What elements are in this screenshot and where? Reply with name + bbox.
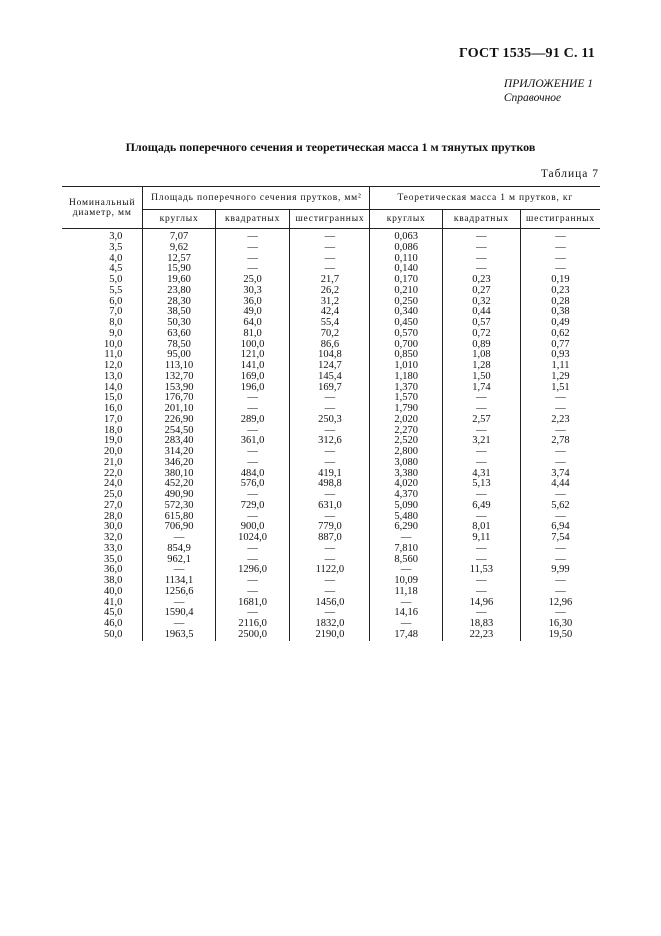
cell-area-round: 7,07	[143, 229, 215, 243]
cell-area-round: 176,70	[143, 393, 215, 404]
cell-mass-round: 0,140	[370, 264, 442, 275]
cell-mass-round: 5,480	[370, 512, 442, 523]
cell-diameter: 19,0	[104, 435, 123, 447]
cell-mass-hex: 0,23	[520, 286, 600, 297]
cell-area-round: 854,9	[143, 544, 215, 555]
cell-diameter: 35,0	[104, 553, 123, 565]
cell-area-square: 361,0	[215, 436, 290, 447]
cell-area-square: —	[215, 587, 290, 598]
cell-mass-hex: 3,74	[520, 469, 600, 480]
cell-mass-square: 6,49	[442, 501, 520, 512]
cell-area-hex: 104,8	[290, 350, 370, 361]
appendix-block	[504, 77, 593, 105]
appendix-kind: Справочное	[503, 92, 562, 104]
cell-mass-round: 1,010	[370, 361, 442, 372]
cell-mass-square: —	[442, 229, 520, 243]
cell-mass-round: 7,810	[370, 544, 442, 555]
cell-area-round: 19,60	[143, 275, 215, 286]
cell-area-round: 50,30	[143, 318, 215, 329]
cell-area-square: —	[215, 458, 290, 469]
cell-area-round: 12,57	[143, 254, 215, 265]
cell-area-hex: 55,4	[290, 318, 370, 329]
document-reference: ГОСТ 1535—91 С. 11	[458, 46, 595, 61]
cell-diameter: 10,0	[104, 338, 123, 350]
cell-mass-round: —	[370, 598, 442, 609]
cell-area-hex: 312,6	[290, 436, 370, 447]
cell-mass-round: 14,16	[370, 608, 442, 619]
cell-area-round: 113,10	[143, 361, 215, 372]
table-body	[62, 229, 600, 641]
cell-mass-square: —	[442, 576, 520, 587]
cell-area-hex: 31,2	[290, 297, 370, 308]
table-row	[62, 415, 600, 426]
cell-area-square: —	[215, 555, 290, 566]
cell-mass-hex: —	[520, 576, 600, 587]
cell-diameter: 33,0	[104, 542, 123, 554]
cell-mass-hex: —	[520, 608, 600, 619]
cell-diameter: 45,0	[104, 607, 123, 619]
table-row	[62, 458, 600, 469]
cell-mass-hex: —	[520, 254, 600, 265]
cell-diameter: 38,0	[104, 575, 123, 586]
table-row	[62, 243, 600, 254]
cell-mass-hex: 0,49	[520, 318, 600, 329]
cell-mass-hex: —	[520, 229, 600, 243]
cell-area-round: 615,80	[143, 512, 215, 523]
cell-area-square: 36,0	[215, 297, 290, 308]
cell-mass-hex: 5,62	[520, 501, 600, 512]
cell-area-square: 289,0	[215, 415, 290, 426]
cell-mass-hex: —	[520, 512, 600, 523]
cell-mass-hex: 2,23	[520, 415, 600, 426]
cell-area-square: 2500,0	[215, 630, 290, 641]
cell-area-square: 64,0	[215, 318, 290, 329]
cell-area-square: —	[215, 544, 290, 555]
header-area-hex: шестигранных	[290, 210, 370, 229]
cell-mass-square: —	[442, 404, 520, 415]
cell-mass-square: 2,57	[442, 415, 520, 426]
cell-area-square: 196,0	[215, 383, 290, 394]
cell-mass-round: —	[370, 619, 442, 630]
cell-mass-hex: 0,93	[520, 350, 600, 361]
cell-diameter: 30,0	[104, 521, 123, 533]
cell-mass-round: 0,110	[370, 254, 442, 265]
cell-mass-round: 1,180	[370, 372, 442, 383]
cell-area-round: 452,20	[143, 479, 215, 490]
cell-mass-round: 0,170	[370, 275, 442, 286]
cell-area-round: 38,50	[143, 307, 215, 318]
header-mass-group: Теоретическая масса 1 м прутков, кг	[370, 187, 600, 210]
cell-diameter: 13,0	[104, 370, 123, 382]
cell-area-hex: —	[290, 426, 370, 437]
cell-area-round: 95,00	[143, 350, 215, 361]
cell-area-square: —	[215, 254, 290, 265]
cell-mass-square: —	[442, 393, 520, 404]
cell-diameter: 28,0	[104, 510, 123, 522]
cell-mass-hex: —	[520, 555, 600, 566]
cell-mass-hex: 2,78	[520, 436, 600, 447]
header-area-round: круглых	[143, 210, 215, 229]
cell-area-round: 962,1	[143, 555, 215, 566]
cell-mass-hex: 0,38	[520, 307, 600, 318]
cell-mass-square: 0,57	[442, 318, 520, 329]
cell-mass-hex: —	[520, 447, 600, 458]
cell-area-hex: 124,7	[290, 361, 370, 372]
cell-area-round: 490,90	[143, 490, 215, 501]
cell-mass-hex: 9,99	[520, 565, 600, 576]
cell-mass-round: 17,48	[370, 630, 442, 641]
cell-area-round: 15,90	[143, 264, 215, 275]
cell-diameter: 50,0	[104, 628, 123, 640]
cell-diameter: 9,0	[109, 327, 123, 339]
cell-area-square: 900,0	[215, 522, 290, 533]
cell-area-square: 169,0	[215, 372, 290, 383]
cell-mass-round: 5,090	[370, 501, 442, 512]
cell-diameter: 15,0	[104, 392, 123, 404]
header-mass-square: квадратных	[442, 210, 520, 229]
cell-mass-round: 0,210	[370, 286, 442, 297]
cell-area-square: 576,0	[215, 479, 290, 490]
table-title: Площадь поперечного сечения и теоретическая масса 1 м тянутых прутков	[125, 140, 536, 154]
cell-diameter: 6,0	[109, 295, 123, 307]
cell-area-round: —	[143, 533, 215, 544]
cell-diameter: 27,0	[104, 499, 123, 511]
cell-diameter: 8,0	[109, 317, 123, 328]
cell-area-round: 254,50	[143, 426, 215, 437]
cell-mass-round: 0,340	[370, 307, 442, 318]
cell-diameter: 20,0	[104, 446, 123, 457]
cell-area-round: 153,90	[143, 383, 215, 394]
header-mass-hex: шестигранных	[520, 210, 600, 229]
cell-area-hex: 498,8	[290, 479, 370, 490]
cell-area-square: 1296,0	[215, 565, 290, 576]
cell-diameter: 18,0	[104, 424, 123, 436]
cell-mass-round: 1,570	[370, 393, 442, 404]
cell-area-hex: —	[290, 254, 370, 265]
cell-mass-square: 9,11	[442, 533, 520, 544]
cell-mass-hex: 0,19	[520, 275, 600, 286]
cell-mass-round: 0,570	[370, 329, 442, 340]
table-row	[62, 329, 600, 340]
cell-mass-round: 3,380	[370, 469, 442, 480]
cell-area-square: —	[215, 243, 290, 254]
cell-area-square: —	[215, 608, 290, 619]
cell-mass-square: 1,08	[442, 350, 520, 361]
cell-area-square: 25,0	[215, 275, 290, 286]
appendix-label: ПРИЛОЖЕНИЕ 1	[503, 78, 593, 90]
cell-mass-square: 8,01	[442, 522, 520, 533]
cell-mass-round: 0,850	[370, 350, 442, 361]
cell-mass-hex: 7,54	[520, 533, 600, 544]
header-area-square: квадратных	[215, 210, 290, 229]
cell-mass-round: 8,560	[370, 555, 442, 566]
cell-diameter: 40,0	[104, 585, 123, 597]
cell-mass-hex: 0,28	[520, 297, 600, 308]
cell-area-square: 2116,0	[215, 619, 290, 630]
cell-diameter: 11,0	[104, 349, 123, 361]
cell-mass-square: 5,13	[442, 479, 520, 490]
cell-area-square: —	[215, 229, 290, 243]
cell-mass-square: —	[442, 608, 520, 619]
cell-area-hex: 70,2	[290, 329, 370, 340]
cell-mass-round: 2,020	[370, 415, 442, 426]
cell-mass-hex: —	[520, 544, 600, 555]
cell-area-round: 706,90	[143, 522, 215, 533]
cell-diameter: 25,0	[104, 489, 123, 500]
cell-area-hex: —	[290, 576, 370, 587]
cell-diameter: 16,0	[104, 403, 123, 414]
cell-area-square: —	[215, 576, 290, 587]
cell-mass-square: 14,96	[442, 598, 520, 609]
cell-mass-round: 0,250	[370, 297, 442, 308]
cell-mass-hex: 1,29	[520, 372, 600, 383]
cell-mass-square: 0,89	[442, 340, 520, 351]
cell-area-hex: 779,0	[290, 522, 370, 533]
cell-area-round: 346,20	[143, 458, 215, 469]
cell-mass-round: 1,790	[370, 404, 442, 415]
cell-mass-square: —	[442, 490, 520, 501]
cell-mass-hex: 0,62	[520, 329, 600, 340]
cell-mass-hex: 6,94	[520, 522, 600, 533]
cell-area-hex: —	[290, 243, 370, 254]
cell-area-round: 380,10	[143, 469, 215, 480]
cell-diameter: 36,0	[104, 564, 123, 576]
header-area-group: Площадь поперечного сечения прутков, мм²	[143, 187, 370, 210]
cell-diameter: 32,0	[104, 532, 123, 543]
cell-area-hex: —	[290, 393, 370, 404]
cell-mass-square: 11,53	[442, 565, 520, 576]
cell-area-round: 1590,4	[143, 608, 215, 619]
cell-mass-square: —	[442, 254, 520, 265]
cell-mass-square: 0,72	[442, 329, 520, 340]
cell-mass-hex: —	[520, 264, 600, 275]
cell-area-hex: —	[290, 555, 370, 566]
cell-area-hex: —	[290, 490, 370, 501]
cell-mass-square: 22,23	[442, 630, 520, 641]
cell-area-square: 484,0	[215, 469, 290, 480]
cell-area-hex: —	[290, 404, 370, 415]
cell-diameter: 3,0	[109, 231, 123, 242]
cell-area-hex: 21,7	[290, 275, 370, 286]
cell-area-hex: —	[290, 264, 370, 275]
cell-mass-square: 4,31	[442, 469, 520, 480]
cell-diameter: 5,5	[109, 284, 123, 296]
cell-mass-hex: 19,50	[520, 630, 600, 641]
cell-area-hex: —	[290, 544, 370, 555]
cell-area-hex: 631,0	[290, 501, 370, 512]
cell-area-round: 23,80	[143, 286, 215, 297]
cell-mass-square: —	[442, 243, 520, 254]
cell-area-hex: 86,6	[290, 340, 370, 351]
cell-area-square: —	[215, 264, 290, 275]
cell-mass-round: —	[370, 565, 442, 576]
cell-area-square: 100,0	[215, 340, 290, 351]
cell-mass-hex: 0,77	[520, 340, 600, 351]
cell-area-hex: 1456,0	[290, 598, 370, 609]
cell-area-hex: —	[290, 608, 370, 619]
cell-diameter: 3,5	[109, 241, 123, 253]
cell-area-square: —	[215, 447, 290, 458]
cell-area-hex: 250,3	[290, 415, 370, 426]
cell-area-hex: —	[290, 587, 370, 598]
cell-area-round: 283,40	[143, 436, 215, 447]
cell-mass-round: 2,520	[370, 436, 442, 447]
cell-area-hex: 145,4	[290, 372, 370, 383]
cell-mass-square: 0,32	[442, 297, 520, 308]
cell-mass-round: 3,080	[370, 458, 442, 469]
cell-area-hex: 1122,0	[290, 565, 370, 576]
cell-area-round: 9,62	[143, 243, 215, 254]
table-row	[62, 630, 600, 641]
cell-diameter: 12,0	[104, 360, 123, 371]
cell-area-round: 314,20	[143, 447, 215, 458]
cell-mass-round: 0,063	[370, 229, 442, 243]
cell-area-round: 572,30	[143, 501, 215, 512]
cell-mass-round: 6,290	[370, 522, 442, 533]
cell-area-round: 1963,5	[143, 630, 215, 641]
cell-area-hex: —	[290, 458, 370, 469]
cell-mass-round: 4,370	[370, 490, 442, 501]
cell-mass-round: 0,700	[370, 340, 442, 351]
cell-area-hex: —	[290, 447, 370, 458]
cell-mass-square: 1,50	[442, 372, 520, 383]
cell-mass-hex: —	[520, 404, 600, 415]
cell-mass-square: 0,27	[442, 286, 520, 297]
cell-area-hex: 169,7	[290, 383, 370, 394]
cell-mass-square: —	[442, 544, 520, 555]
cell-diameter: 41,0	[104, 596, 123, 608]
cell-area-round: 132,70	[143, 372, 215, 383]
cell-area-square: 49,0	[215, 307, 290, 318]
cell-diameter: 4,5	[109, 263, 123, 275]
cell-area-square: —	[215, 426, 290, 437]
cell-diameter: 46,0	[104, 618, 123, 629]
cell-area-square: —	[215, 404, 290, 415]
cell-mass-round: —	[370, 533, 442, 544]
cell-diameter: 5,0	[109, 274, 123, 285]
cell-mass-round: 10,09	[370, 576, 442, 587]
cell-diameter: 7,0	[109, 306, 123, 318]
cell-area-round: 201,10	[143, 404, 215, 415]
cell-mass-square: —	[442, 458, 520, 469]
cell-area-square: 141,0	[215, 361, 290, 372]
cell-mass-square: 18,83	[442, 619, 520, 630]
cell-area-square: 81,0	[215, 329, 290, 340]
header-diameter: Номинальный диаметр, мм	[62, 187, 143, 229]
cell-area-square: 729,0	[215, 501, 290, 512]
cell-mass-hex: —	[520, 458, 600, 469]
cell-mass-hex: —	[520, 490, 600, 501]
cell-area-hex: —	[290, 512, 370, 523]
cell-area-square: —	[215, 512, 290, 523]
cell-diameter: 21,0	[104, 456, 123, 468]
cell-area-round: 1256,6	[143, 587, 215, 598]
table-row	[62, 501, 600, 512]
cell-area-round: 1134,1	[143, 576, 215, 587]
cell-mass-hex: 1,11	[520, 361, 600, 372]
cell-area-round: 63,60	[143, 329, 215, 340]
header-mass-round: круглых	[370, 210, 442, 229]
cell-area-hex: 42,4	[290, 307, 370, 318]
cell-area-hex: 887,0	[290, 533, 370, 544]
cell-area-square: 1681,0	[215, 598, 290, 609]
cell-diameter: 17,0	[104, 413, 123, 425]
table-number: Таблица 7	[540, 168, 599, 180]
cell-area-round: 28,30	[143, 297, 215, 308]
cell-mass-round: 2,800	[370, 447, 442, 458]
cell-mass-square: 1,28	[442, 361, 520, 372]
table-row	[62, 229, 600, 243]
cell-area-square: 30,3	[215, 286, 290, 297]
data-table	[62, 186, 600, 641]
cell-area-round: 78,50	[143, 340, 215, 351]
cell-mass-hex: 4,44	[520, 479, 600, 490]
cell-area-hex: 419,1	[290, 469, 370, 480]
cell-mass-hex: —	[520, 243, 600, 254]
cell-mass-square: 3,21	[442, 436, 520, 447]
cell-area-hex: —	[290, 229, 370, 243]
cell-mass-round: 0,086	[370, 243, 442, 254]
cell-mass-hex: —	[520, 426, 600, 437]
cell-mass-square: 0,44	[442, 307, 520, 318]
table-row	[62, 372, 600, 383]
cell-area-round: —	[143, 565, 215, 576]
cell-mass-round: 1,370	[370, 383, 442, 394]
cell-diameter: 24,0	[104, 478, 123, 490]
cell-diameter: 4,0	[109, 252, 123, 264]
cell-mass-square: —	[442, 587, 520, 598]
cell-mass-square: 0,23	[442, 275, 520, 286]
cell-area-hex: 26,2	[290, 286, 370, 297]
cell-area-square: —	[215, 393, 290, 404]
cell-mass-square: —	[442, 447, 520, 458]
cell-mass-hex: 12,96	[520, 598, 600, 609]
cell-mass-square: —	[442, 426, 520, 437]
cell-area-hex: 1832,0	[290, 619, 370, 630]
cell-mass-square: 1,74	[442, 383, 520, 394]
cell-mass-square: —	[442, 555, 520, 566]
cell-area-hex: 2190,0	[290, 630, 370, 641]
cell-area-square: 1024,0	[215, 533, 290, 544]
table-row	[62, 544, 600, 555]
cell-diameter: 14,0	[104, 381, 123, 393]
cell-area-round: 226,90	[143, 415, 215, 426]
table-row	[62, 286, 600, 297]
cell-mass-hex: —	[520, 587, 600, 598]
cell-mass-square: —	[442, 512, 520, 523]
cell-mass-round: 4,020	[370, 479, 442, 490]
cell-area-round: —	[143, 598, 215, 609]
cell-area-square: —	[215, 490, 290, 501]
cell-mass-square: —	[442, 264, 520, 275]
cell-mass-round: 2,270	[370, 426, 442, 437]
cell-area-round: —	[143, 619, 215, 630]
cell-mass-hex: 1,51	[520, 383, 600, 394]
table-row	[62, 587, 600, 598]
cell-area-square: 121,0	[215, 350, 290, 361]
cell-mass-round: 0,450	[370, 318, 442, 329]
cell-mass-hex: —	[520, 393, 600, 404]
cell-diameter: 22,0	[104, 467, 123, 479]
cell-mass-round: 11,18	[370, 587, 442, 598]
cell-mass-hex: 16,30	[520, 619, 600, 630]
